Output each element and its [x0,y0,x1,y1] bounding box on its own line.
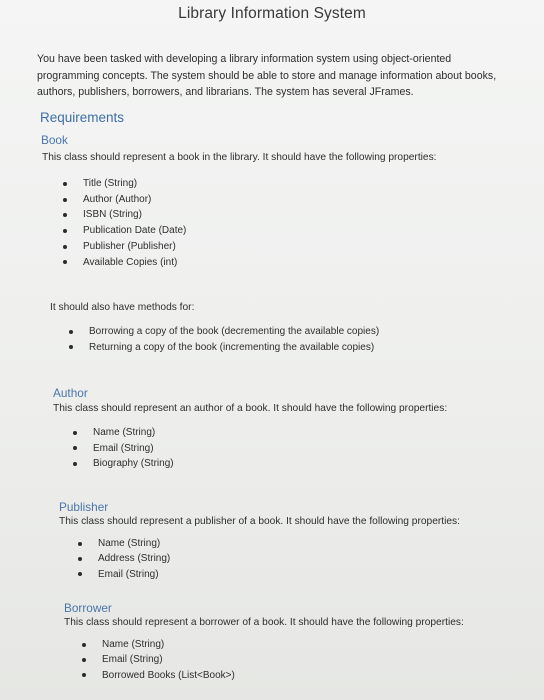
list-item-label: Address (String) [98,553,171,565]
list-item-label: Available Copies (int) [83,256,178,268]
bullet-icon [69,330,73,334]
list-item [63,176,186,192]
publisher-properties-list [78,536,170,582]
book-description: This class should represent a book in the library. It should have the following properties: [42,152,437,163]
bullet-icon [78,572,82,576]
list-item-label: Biography (String) [93,458,174,469]
list-item [73,441,174,457]
list-item [69,340,379,356]
bullet-icon [63,260,67,264]
list-item-label: Borrowed Books (List<Book>) [102,669,235,681]
list-item [63,207,186,223]
bullet-icon [63,213,67,217]
list-item [82,637,235,652]
book-methods-list [69,324,379,355]
list-item [63,239,186,255]
bullet-icon [73,462,77,466]
publisher-heading: Publisher [59,500,109,514]
bullet-icon [73,431,77,435]
list-item [78,536,170,551]
list-item [73,425,174,441]
list-item [78,551,170,566]
list-item-label: Name (String) [98,538,161,549]
list-item [78,567,170,582]
bullet-icon [63,245,67,249]
borrower-heading: Borrower [64,601,112,615]
bullet-icon [82,658,86,662]
list-item-label: Email (String) [102,654,163,666]
list-item [82,668,235,683]
bullet-icon [63,229,67,233]
bullet-icon [63,182,67,186]
borrower-description: This class should represent a borrower of a book. It should have the following properties: [64,617,464,628]
publisher-description: This class should represent a publisher of a book. It should have the following properties: [59,516,460,527]
list-item-label: Name (String) [102,639,165,650]
book-heading: Book [41,133,68,147]
intro-paragraph: You have been tasked with developing a library information system using object-oriented programming concepts. The system should be able to store and manage information about books, authors, publishers, borrowers, and librarians. The system has several JFrames. [37,53,497,98]
book-properties-list [63,176,186,270]
bullet-icon [82,643,86,647]
bullet-icon [82,673,86,677]
requirements-heading: Requirements [40,110,125,125]
borrower-properties-list [82,637,235,683]
list-item-label: Email (String) [98,568,159,580]
list-item [63,223,186,239]
list-item-label: Title (String) [83,178,138,189]
list-item-label: Author (Author) [83,193,152,205]
list-item-label: Publisher (Publisher) [83,240,176,252]
bullet-icon [73,446,77,450]
list-item [73,456,174,472]
list-item-label: Borrowing a copy of the book (decrementing the available copies) [89,326,380,337]
list-item [82,652,235,667]
list-item-label: Name (String) [93,427,156,438]
author-properties-list [73,425,174,472]
list-item-label: Email (String) [93,442,154,454]
author-description: This class should represent an author of a book. It should have the following properties: [53,403,448,414]
list-item-label: ISBN (String) [83,209,142,221]
page-title: Library Information System [178,5,366,22]
list-item-label: Returning a copy of the book (incrementing the available copies) [89,341,375,353]
list-item [63,255,186,271]
book-methods-intro: It should also have methods for: [50,302,195,313]
bullet-icon [69,345,73,349]
list-item [63,192,186,208]
list-item-label: Publication Date (Date) [83,225,187,237]
bullet-icon [63,198,67,202]
bullet-icon [78,557,82,561]
list-item [69,324,379,340]
author-heading: Author [53,386,88,400]
bullet-icon [78,542,82,546]
